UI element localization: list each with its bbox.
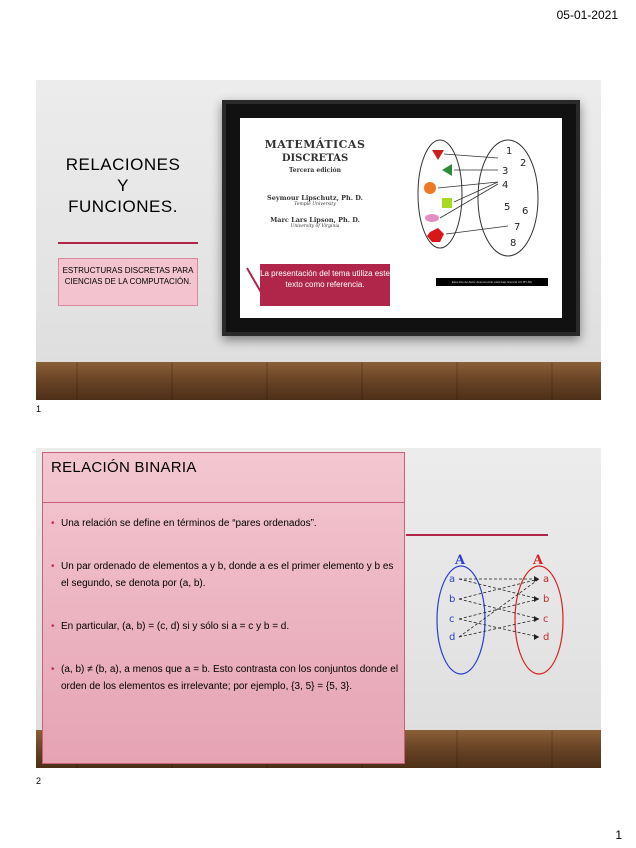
author-name: Seymour Lipschutz, Ph. D. [267, 194, 363, 202]
bullet-item: • Una relación se define en términos de “pares ordenados”. [51, 515, 401, 532]
content-panel [42, 452, 405, 764]
book-cover [240, 118, 562, 318]
book-title [260, 138, 370, 174]
title-bar [43, 453, 404, 503]
diagram-number: 5 [504, 202, 511, 213]
book-author-2 [260, 216, 370, 229]
accent-rule [406, 534, 548, 536]
title-line: FUNCIONES. [68, 197, 178, 216]
title-line: Y [117, 176, 129, 195]
slide-2 [36, 448, 601, 768]
diagram-number: 7 [514, 222, 521, 233]
title-line: RELACIONES [65, 155, 181, 174]
diagram-number: 4 [502, 180, 509, 191]
slide-number: 2 [36, 776, 42, 786]
book-title-line1: MATEMÁTICAS [264, 138, 366, 151]
diagram-number: 3 [502, 166, 509, 177]
bullet-list [51, 515, 401, 695]
diagram-number: 6 [522, 206, 529, 217]
reference-note: La presentación del tema utiliza este texto como referencia. [260, 264, 390, 306]
set-element: c [543, 614, 549, 625]
slide-1 [36, 80, 601, 400]
set-element: a [449, 574, 456, 585]
set-element: c [449, 614, 455, 625]
slide1-title [48, 154, 198, 217]
page-number: 1 [615, 828, 622, 842]
slide2-title: RELACIÓN BINARIA [51, 459, 197, 476]
diagram-number: 8 [510, 238, 517, 249]
set-element: b [543, 594, 550, 605]
set-element: d [449, 632, 456, 643]
author-affiliation: University of Virginia [290, 224, 340, 229]
set-element: a [543, 574, 550, 585]
slide1-subtitle: ESTRUCTURAS DISCRETAS PARA CIENCIAS DE LA COMPUTACIÓN. [58, 258, 198, 306]
author-name: Marc Lars Lipson, Ph. D. [270, 216, 360, 224]
book-edition: Tercera edición [289, 167, 341, 174]
bullet-item: • En particular, (a, b) = (c, d) si y sólo si a = c y b = d. [51, 618, 401, 635]
photo-credit: Esta foto de Autor desconocido está bajo licencia CC BY-NC [436, 278, 548, 286]
set-element: d [543, 632, 550, 643]
set-element: b [449, 594, 456, 605]
wood-floor [36, 362, 601, 400]
right-set-label: A [533, 553, 544, 568]
author-affiliation: Temple University [294, 202, 336, 207]
book-cover-frame [222, 100, 580, 336]
relation-diagram [421, 548, 581, 688]
book-title-line2: DISCRETAS [281, 153, 349, 164]
bullet-item: • (a, b) ≠ (b, a), a menos que a = b. Esto contrasta con los conjuntos donde el orden de los elementos es irrelevante; por ejemplo, {3, 5} = {5, 3}. [51, 661, 401, 695]
left-set-label: A [455, 553, 466, 568]
accent-rule [58, 242, 198, 244]
slide-number: 1 [36, 404, 42, 414]
diagram-number: 2 [520, 158, 527, 169]
book-cover-diagram [410, 136, 550, 260]
bullet-item: • Un par ordenado de elementos a y b, donde a es el primer elemento y b es el segundo, se denota por (a, b). [51, 558, 401, 592]
header-date: 05-01-2021 [556, 8, 618, 22]
book-author-1 [260, 194, 370, 207]
diagram-number: 1 [506, 146, 513, 157]
